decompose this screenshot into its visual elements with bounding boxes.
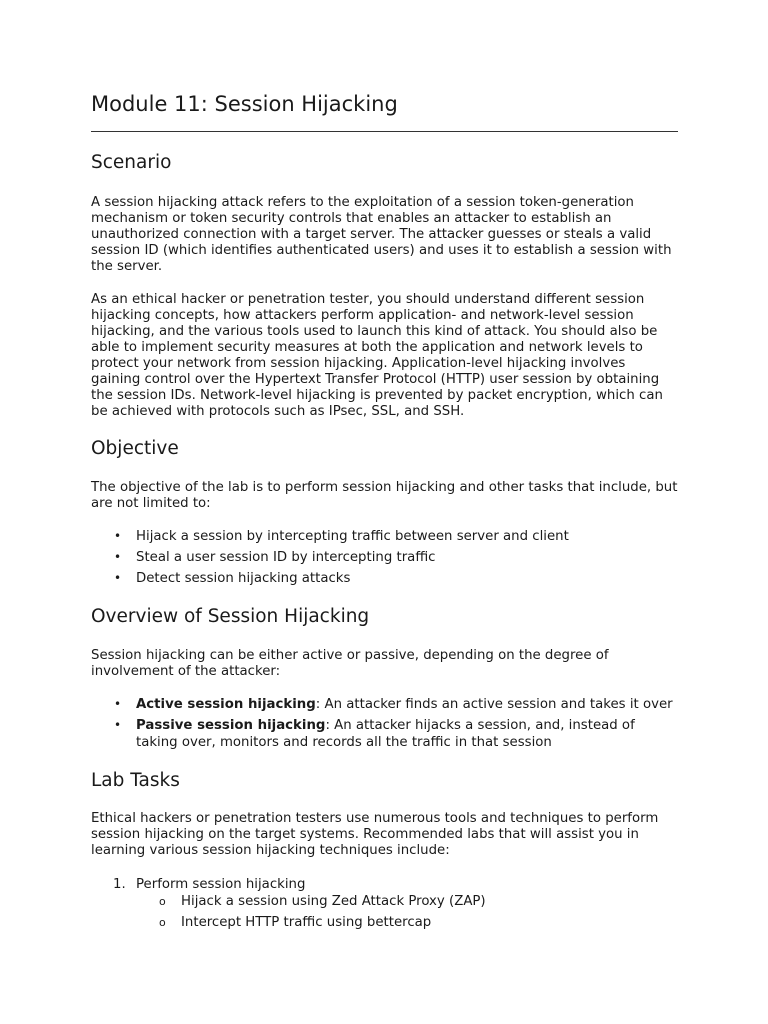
list-item: o Intercept HTTP traffic using bettercap xyxy=(159,915,432,930)
list-item xyxy=(91,876,678,931)
objective-list xyxy=(91,528,678,591)
list-item: • Active session hijacking: An attacker finds an active session and takes it over xyxy=(114,697,673,712)
page-title: Module 11: Session Hijacking xyxy=(91,92,398,116)
title-divider xyxy=(91,131,678,132)
term: Active session hijacking xyxy=(136,697,316,712)
task-label: Perform session hijacking xyxy=(136,877,306,892)
bullet-icon: • xyxy=(114,550,122,564)
scenario-heading: Scenario xyxy=(91,152,172,173)
scenario-paragraph-2: As an ethical hacker or penetration tester, you should understand different session hijacking concepts, how attackers perform application- and network-level session hijacking, and the various tools used to launch this kind of attack. You should also be able to implement security measures at both the application and network levels to protect your network from session hijacking. Application-level hijacking involves gaining control over the Hypertext Transfer Protocol (HTTP) user session by obtaining the session IDs. Network-level hijacking is prevented by packet encryption, which can be achieved with protocols such as IPsec, SSL, and SSH. xyxy=(91,292,663,419)
lab-tasks-list xyxy=(91,876,678,935)
circle-bullet-icon: o xyxy=(159,895,166,908)
bullet-icon: • xyxy=(114,529,122,543)
list-item: o Hijack a session using Zed Attack Proxy (ZAP) xyxy=(159,894,486,909)
overview-heading: Overview of Session Hijacking xyxy=(91,606,370,627)
bullet-icon: • xyxy=(114,697,122,711)
term: Passive session hijacking xyxy=(136,718,326,733)
bullet-icon: • xyxy=(114,571,122,585)
list-item: • Hijack a session by intercepting traffic between server and client xyxy=(114,529,569,544)
bullet-icon: • xyxy=(114,718,122,732)
lab-tasks-intro: Ethical hackers or penetration testers use numerous tools and techniques to perform session hijacking on the target systems. Recommended labs that will assist you in learning various session hijacking techniques include: xyxy=(91,811,659,858)
list-item: • Steal a user session ID by intercepting traffic xyxy=(114,550,436,565)
overview-list xyxy=(91,696,678,755)
objective-intro: The objective of the lab is to perform session hijacking and other tasks that include, but are not limited to: xyxy=(91,480,678,511)
list-item: • Passive session hijacking: An attacker hijacks a session, and, instead of taking over, monitors and records all the traffic in that session xyxy=(114,718,635,750)
list-item: • Detect session hijacking attacks xyxy=(114,571,351,586)
list-number: 1. xyxy=(113,877,126,892)
lab-tasks-heading: Lab Tasks xyxy=(91,770,180,791)
subtask-list xyxy=(136,893,678,931)
circle-bullet-icon: o xyxy=(159,916,166,929)
scenario-paragraph-1: A session hijacking attack refers to the exploitation of a session token-generation mechanism or token security controls that enables an attacker to establish an unauthorized connection with a target server. The attacker guesses or steals a valid session ID (which identifies authenticated users) and uses it to establish a session with the server. xyxy=(91,195,672,274)
objective-heading: Objective xyxy=(91,438,179,459)
overview-intro: Session hijacking can be either active or passive, depending on the degree of involvement of the attacker: xyxy=(91,648,609,679)
